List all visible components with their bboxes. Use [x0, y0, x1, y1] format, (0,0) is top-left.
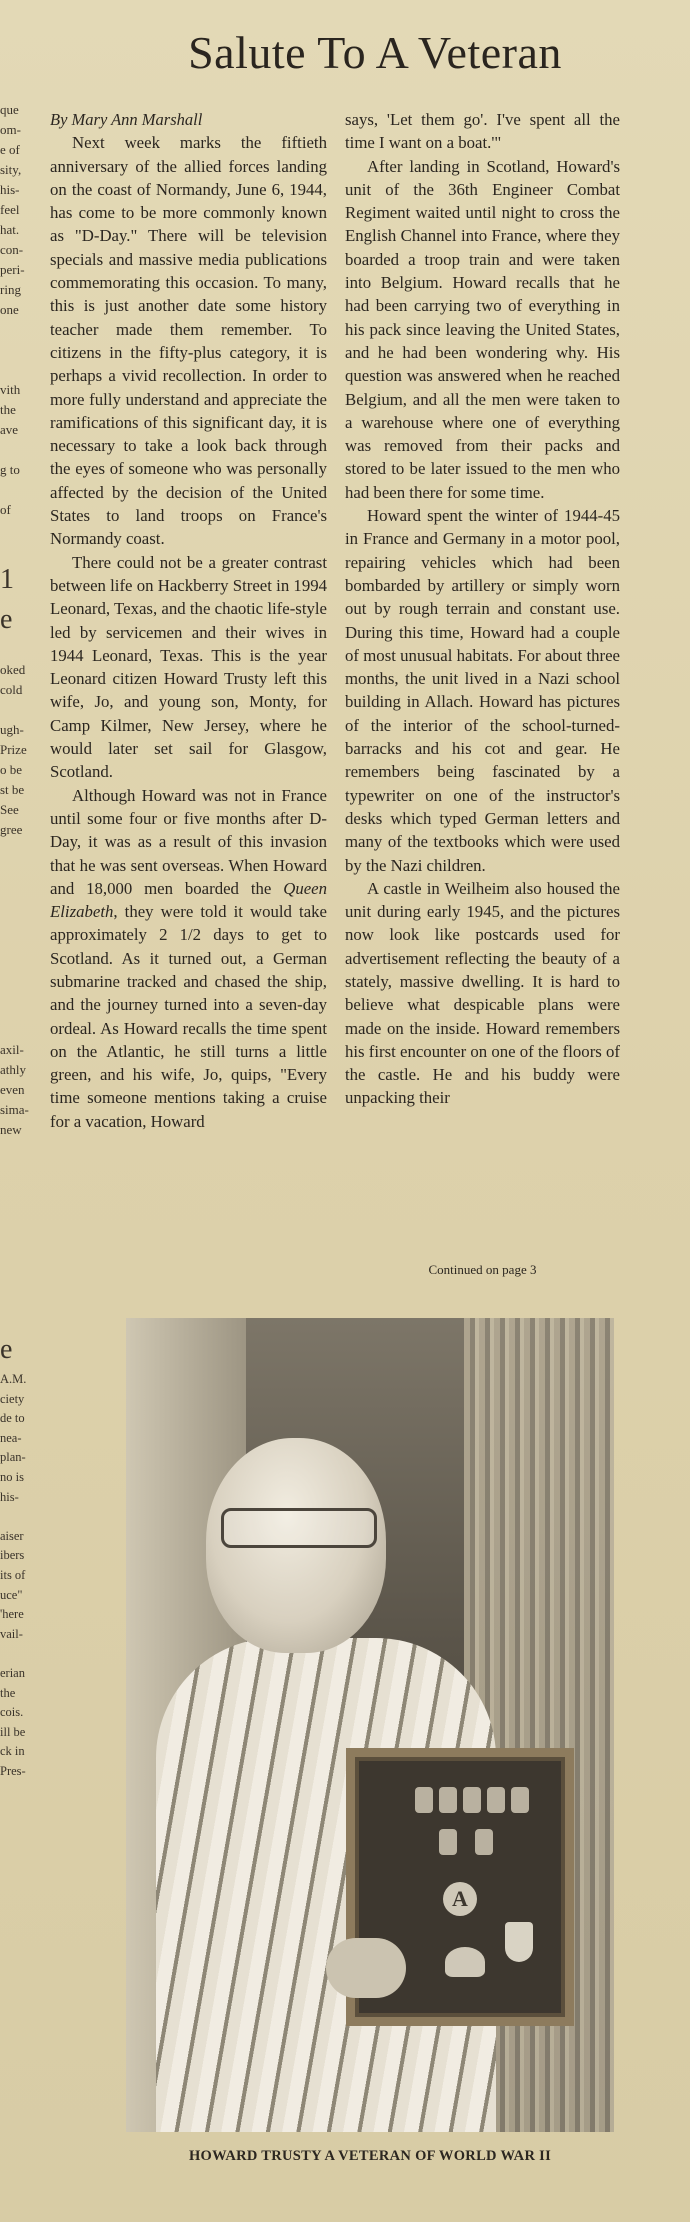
fragment-line: cois. [0, 1705, 24, 1720]
fragment-line: g to [0, 462, 20, 477]
fragment-line [0, 540, 36, 560]
fragment-line: new [0, 1122, 22, 1137]
fragment-line: aiser [0, 1528, 24, 1543]
paragraph: Howard spent the winter of 1944-45 in France and Germany in a motor pool, repairing vehicles which had been bombarded by artillery or simply worn out by rough terrain and constant use. During this time, Howard had a couple of most unusual habitats. For about three months, the unit lived in a Nazi school building in Allach. Howard has pictures of the interior of the school-turned-barracks and his cot and gear. He remembers being fascinated by a typewriter on one of the instructor's desks which typed German letters and many of the textbooks which were used by the Nazi children. [345, 506, 620, 875]
paragraph: Next week marks the fiftieth anniversary of the allied forces landing on the coast of Normandy, June 6, 1944, has come to be more commonly known as "D-Day." There will be television specials and massive media publications commemorating this occasion. To many, this is just another date some history teacher made them remember. To citizens in the fifty-plus category, it is perhaps a vivid recollection. In order to more fully understand and appreciate the ramifications of this significant day, it is necessary to take a look back through the eyes of someone who was personally affected by the decision of the United States to land troops on France's Normandy coast. [50, 133, 327, 549]
fragment-line: Pres- [0, 1763, 26, 1778]
fragment-line: A.M. [0, 1372, 27, 1386]
insignia-patch: A [443, 1882, 477, 1916]
fragment-line [0, 340, 36, 360]
adjacent-column-fragment [0, 1330, 46, 2190]
fragment-line: erian [0, 1665, 25, 1680]
medal-icon [487, 1787, 505, 1813]
hand [326, 1938, 406, 1998]
fragment-line: uce" [0, 1587, 23, 1602]
medal-icon [475, 1829, 493, 1855]
fragment-line: plan- [0, 1450, 26, 1465]
fragment-line: ciety [0, 1391, 25, 1406]
fragment-line [0, 880, 36, 900]
fragment-line: om- [0, 122, 21, 137]
article-title: Salute To A Veteran [188, 27, 562, 78]
fragment-line: ugh- [0, 722, 24, 737]
fragment-line [0, 480, 36, 500]
fragment-line [0, 900, 36, 920]
veteran-photo [126, 1318, 614, 2132]
fragment-line: o be [0, 762, 23, 777]
medal-icon [415, 1787, 433, 1813]
fragment-line [0, 980, 36, 1000]
fragment-line: ibers [0, 1548, 25, 1563]
fragment-line: even [0, 1082, 25, 1097]
fragment-line: his- [0, 1489, 19, 1504]
paragraph: A castle in Weilheim also housed the unit during early 1945, and the pictures now look like postcards used for advertisement reflecting the beauty of a stately, massive dwelling. It is hard to believe what despicable plans were made on the inside. Howard remembers his first encounter on one of the floors of the castle. He and his buddy were unpacking their [345, 878, 620, 1108]
fragment-line: cold [0, 682, 23, 697]
fragment-line: axil- [0, 1042, 24, 1057]
article-column-1 [50, 108, 327, 1368]
fragment-line: sity, [0, 162, 22, 177]
paragraph: Although Howard was not in France until some four or five months after D-Day, it was as a result of this invasion that he was sent overseas. When Howard and 18,000 men boarded the Queen Elizabeth, they were told it would take approximately 2 1/2 days to get to Scotland. As it turned out, a German submarine tracked and chased the ship, and the journey turned into a seven-day ordeal. As Howard recalls the time spent on the Atlantic, he still turns a little green, and his wife, Jo, quips, "Every time someone mentions taking a cruise for a vacation, Howard [50, 785, 327, 1131]
fragment-line: de to [0, 1411, 25, 1426]
fragment-line: nea- [0, 1430, 22, 1445]
ship-name: Queen Elizabeth [50, 878, 327, 922]
fragment-line: st be [0, 782, 25, 797]
fragment-line [0, 700, 36, 720]
fragment-line: hat. [0, 222, 20, 237]
byline: By Mary Ann Marshall [50, 110, 203, 129]
fragment-line [0, 1507, 46, 1527]
fragment-line: sima- [0, 1102, 29, 1117]
paragraph: says, 'Let them go'. I've spent all the time I want on a boat.'" [345, 110, 620, 153]
fragment-line: que [0, 102, 19, 117]
fragment-line: ave [0, 422, 19, 437]
fragment-line [0, 1020, 36, 1040]
fragment-line: no is [0, 1469, 24, 1484]
fragment-line: See [0, 802, 19, 817]
fragment-line: ck in [0, 1744, 25, 1759]
fragment-line: athly [0, 1062, 26, 1077]
fragment-line: ring [0, 282, 21, 297]
continued-notice: Continued on page 3 [428, 1262, 537, 1277]
medal-icon [463, 1787, 481, 1813]
fragment-line: e [0, 604, 13, 635]
insignia-patch [505, 1922, 533, 1962]
fragment-line: feel [0, 202, 20, 217]
fragment-line [0, 840, 36, 860]
fragment-line: the [0, 1685, 16, 1700]
fragment-line: peri- [0, 262, 25, 277]
fragment-line: vith [0, 382, 21, 397]
fragment-line [0, 320, 36, 340]
fragment-line [0, 640, 36, 660]
fragment-line: Prize [0, 742, 27, 757]
fragment-line: one [0, 302, 19, 317]
fragment-line [0, 440, 36, 460]
fragment-line [0, 1644, 46, 1664]
fragment-line: e of [0, 142, 20, 157]
paragraph: There could not be a greater contrast between life on Hackberry Street in 1994 Leonard, Texas, and the chaotic life-style led by servicemen and their wives in 1944 Leonard, Texas. This is the year Leonard citizen Howard Trusty left this wife, Jo, and young son, Monty, for Camp Kilmer, New Jersey, where he would later set sail for Glasgow, Scotland. [50, 552, 327, 782]
medal-icon [439, 1829, 457, 1855]
fragment-line: ill be [0, 1724, 26, 1739]
medal-icon [439, 1787, 457, 1813]
fragment-line: the [0, 402, 16, 417]
fragment-line: gree [0, 822, 23, 837]
fragment-line: vail- [0, 1626, 23, 1641]
fragment-line: 1 [0, 564, 14, 595]
fragment-line: con- [0, 242, 24, 257]
fragment-line [0, 860, 36, 880]
fragment-line: e [0, 1334, 13, 1365]
fragment-line: his- [0, 182, 20, 197]
insignia-patch [445, 1947, 485, 1977]
article-column-2 [345, 108, 620, 1258]
medal-icon [511, 1787, 529, 1813]
fragment-line: oked [0, 662, 26, 677]
fragment-line [0, 1000, 36, 1020]
fragment-line [0, 360, 36, 380]
fragment-line [0, 940, 36, 960]
photo-caption: HOWARD TRUSTY A VETERAN OF WORLD WAR II [188, 2148, 552, 2164]
fragment-line [0, 960, 36, 980]
fragment-line: of [0, 502, 11, 517]
eyeglasses [221, 1508, 377, 1548]
fragment-line: 'here [0, 1607, 24, 1622]
fragment-line [0, 520, 36, 540]
paragraph: After landing in Scotland, Howard's unit of the 36th Engineer Combat Regiment waited until night to cross the English Channel into France, where they boarded a troop train and were taken into Belgium. Howard recalls that he had been carrying two of everything in his pack since leaving the United States, and he had been wondering why. His question was answered when he reached Belgium, and all the men were taken to a warehouse where one of everything was removed from their packs and stored to be later issued to the men who had been there for some time. [345, 156, 620, 502]
fragment-line: its of [0, 1567, 26, 1582]
fragment-line [0, 920, 36, 940]
